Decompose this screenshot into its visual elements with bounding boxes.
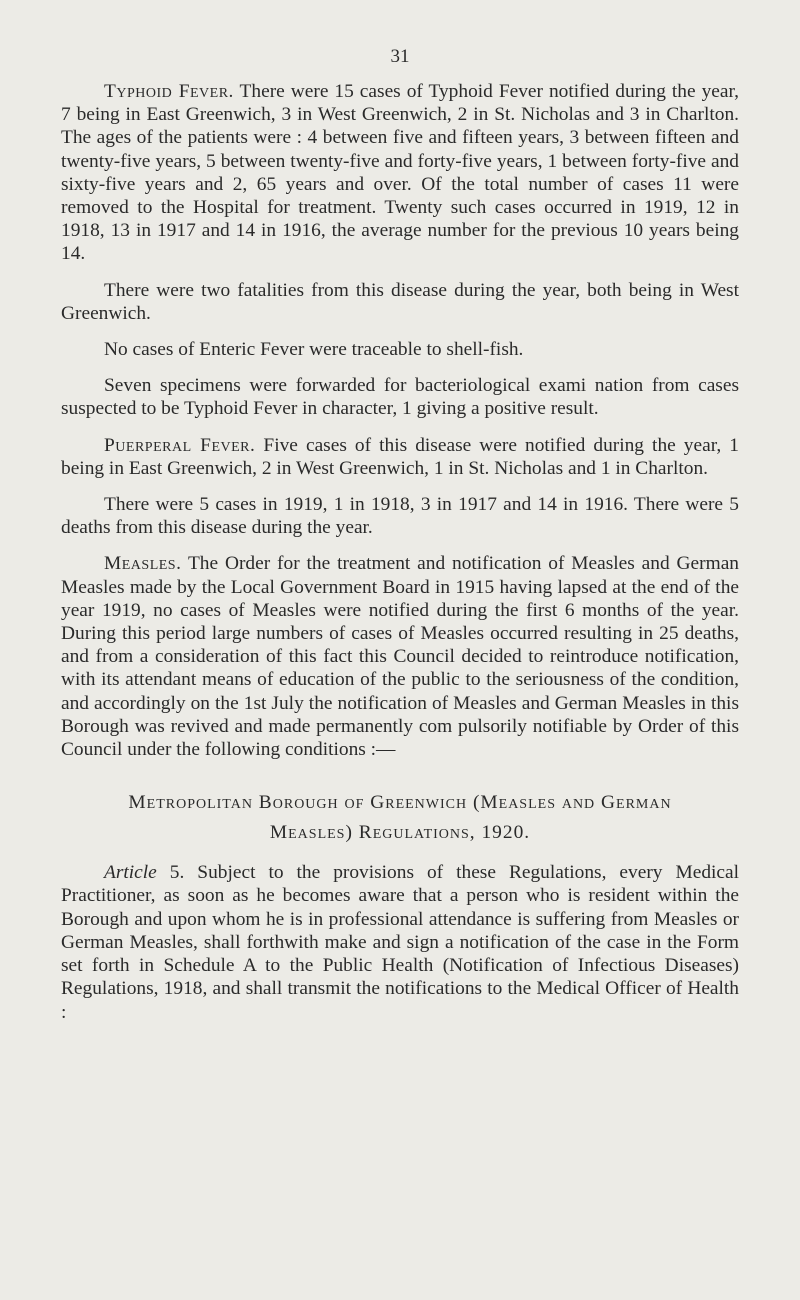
article-paragraph [61, 861, 739, 1023]
article-body: 5. Subject to the provisions of these Regulations, every Medical Practitioner, as soon as he becomes aware that a person who is resident within the Borough and upon whom he is in professional attendance is suffering from Measles or German Measles, shall forthwith make and sign a notification of the case in the Form set forth in Schedule A to the Public Health (Notification of Infectious Diseases) Regulations, 1918, and shall transmit the notifications to the Medical Officer of Health : [61, 862, 739, 1023]
body-text [61, 80, 739, 1037]
page-number: 31 [390, 46, 410, 67]
typhoid-heading: Typhoid Fever. [104, 81, 234, 102]
specimens-paragraph: Seven specimens were forwarded for bacteriological exami nation from cases suspected to be Typhoid Fever in character, 1 giving a positive result. [61, 375, 739, 420]
enteric-paragraph: No cases of Enteric Fever were traceable to shell-fish. [104, 339, 524, 361]
measles-heading: Measles. [104, 553, 182, 575]
puerperal-paragraph [61, 434, 739, 480]
typhoid-paragraph [61, 80, 739, 266]
regulations-heading-line1: Metropolitan Borough of Greenwich (Measles and German [128, 792, 672, 814]
puerperal-heading: Puerperal Fever. [104, 434, 256, 456]
typhoid-body: There were 15 cases of Typhoid Fever notified during the year, 7 being in East Greenwich, 3 in West Greenwich, 2 in St. Nicholas and 3 in Charlton. The ages of the patients were : 4 between five and fifteen years, 3 between fifteen and twenty-five years, 5 between twenty-five and forty-five years, 1 between forty-five and sixty-five years and 2, 65 years and over. Of the total number of cases 11 were removed to the Hospital for treatment. Twenty such cases occurred in 1919, 12 in 1918, 13 in 1917 and 14 in 1916, the average number for the previous 10 years being 14. [61, 81, 740, 265]
regulations-heading-line2: Measles) Regulations, 1920. [269, 822, 531, 844]
regulations-heading [61, 788, 739, 848]
article-label: Article [104, 862, 157, 884]
measles-body: The Order for the treatment and notification of Measles and German Measles made by the Local Government Board in 1915 having lapsed at the end of the year 1919, no cases of Measles were notified during the first 6 months of the year. During this period large numbers of cases of Measles occurred resulting in 25 deaths, and from a consideration of this fact this Council decided to reintroduce notification, with its attendant means of education of the public to the seriousness of the condition, and accordingly on the 1st July the notification of Measles and German Measles in this Borough was revived and made permanently com pulsorily notifiable by Order of this Council under the following conditions :— [61, 553, 739, 761]
puerperal-body: Five cases of this disease were notified during the year, 1 being in East Greenwich, 2 in West Greenwich, 1 in St. Nicholas and 1 in Charlton. [61, 434, 739, 479]
fatalities-paragraph: There were two fatalities from this disease during the year, both being in West Greenwich. [61, 279, 739, 324]
measles-paragraph [61, 552, 739, 761]
puerperal-stats-paragraph: There were 5 cases in 1919, 1 in 1918, 3 in 1917 and 14 in 1916. There were 5 deaths from this disease during the year. [61, 494, 739, 539]
